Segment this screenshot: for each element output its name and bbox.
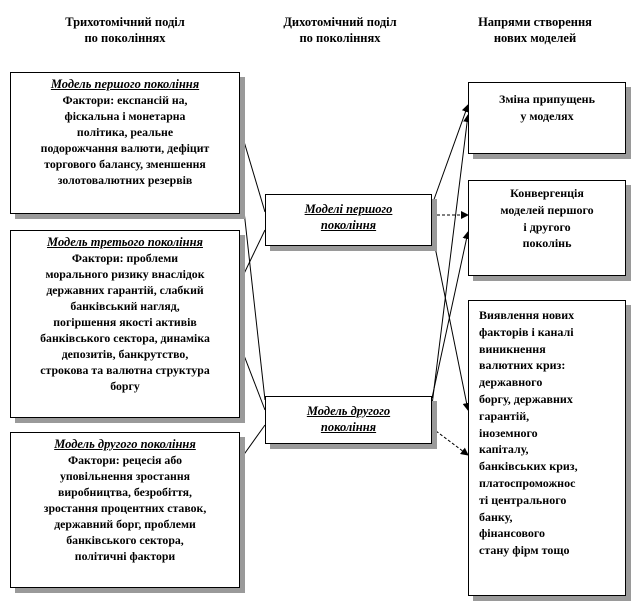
- link-gen1-to-mid1: [240, 128, 265, 212]
- left-column-header: Трихотомічний поділ по поколіннях: [65, 15, 185, 45]
- box-second-generation-title: Модель другого покоління: [54, 437, 196, 451]
- box-first-generation-title: Модель першого покоління: [50, 77, 200, 91]
- box-first-generation-models-dichotomy: [265, 194, 432, 246]
- link-gen3-to-mid1: [240, 230, 265, 282]
- right-box-3-text: Виявлення нових факторів і каналі виникнення валютних криз: державного боргу, державних гарантій, іноземного капіталу, банківських криз, платоспроможнос ті центрального банку, фінансового стану фірм тощо: [479, 308, 578, 558]
- box-third-generation-factors: Фактори: проблеми морального ризику внаслідок державних гарантій, слабкий банківський нагляд, погіршення якості активів банківського сектора, динаміка депозитів, банкрутство, строкова та валютна структура боргу: [40, 251, 210, 393]
- link-gen2-to-mid2: [240, 425, 265, 460]
- box-second-generation-model-dichotomy: [265, 396, 432, 444]
- box-first-generation-model: [10, 72, 240, 214]
- right-box-2-text: Конвергенція моделей першого і другого поколінь: [500, 186, 594, 251]
- box-new-factors: [468, 300, 626, 596]
- box-third-generation-title: Модель третього покоління: [47, 235, 203, 249]
- link-mid2-to-right3: [432, 428, 468, 455]
- box-second-generation-factors: Фактори: рецесія або уповільнення зростання виробництва, безробіття, зростання процентних ставок, державний борг, проблеми банківського сектора, політичні фактори: [43, 453, 207, 563]
- link-gen1-to-mid2: [240, 175, 265, 400]
- box-assumptions-change: [468, 82, 626, 154]
- link-gen3-to-mid2: [240, 345, 265, 410]
- middle-column-header: Дихотомічний поділ по поколіннях: [283, 15, 397, 45]
- box-third-generation-model: [10, 230, 240, 418]
- box-second-generation-model: [10, 432, 240, 588]
- box-convergence-models: [468, 180, 626, 276]
- right-column-header: Напрями створення нових моделей: [478, 15, 592, 45]
- right-box-1-text: Зміна припущень у моделях: [499, 92, 595, 123]
- box-first-generation-factors: Фактори: експансій на, фіскальна і монетарна політика, реальне подорожчання валюти, дефіцит торгового балансу, зменшення золотовалютних резервів: [40, 93, 210, 187]
- middle-box-2-title: Модель другого покоління: [306, 404, 391, 434]
- middle-box-1-title: Моделі першого покоління: [304, 202, 393, 232]
